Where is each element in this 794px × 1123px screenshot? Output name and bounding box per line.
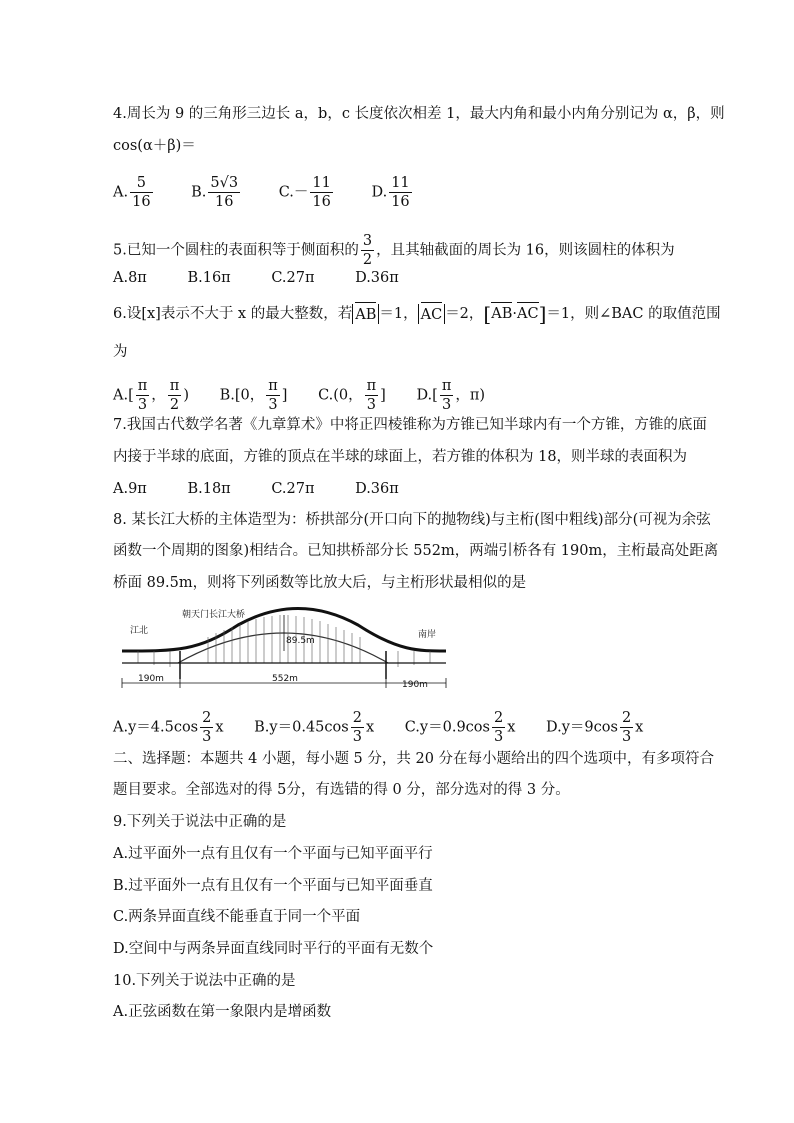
- figure-title: 朝天门长江大桥: [182, 610, 246, 620]
- q6-stem: 6.设[x]表示不大于 x 的最大整数，若 AB ＝1， AC ＝2，[AB·AC]＝1，则∠BAC 的取值范围: [113, 302, 721, 326]
- q8-option-b: B.y＝0.45cos $\frac{2}{3}$ x: [254, 710, 375, 745]
- q6-stem-line2: 为: [113, 344, 128, 360]
- q10-stem: 10.下列关于说法中正确的是: [113, 973, 296, 989]
- left-bank-label: 江北: [130, 626, 149, 636]
- q7-option-d: D.36π: [355, 481, 399, 497]
- q9-option-a: A.过平面外一点有且仅有一个平面与已知平面平行: [113, 846, 433, 862]
- q7-options: [113, 479, 399, 499]
- q4-option-d: D. $\frac{11}{16}$: [371, 175, 410, 210]
- span-right-label: 190m: [402, 680, 428, 690]
- right-bank-label: 南岸: [418, 630, 437, 640]
- q4-stem-line1: 4.周长为 9 的三角形三边长 a，b，c 长度依次相差 1，最大内角和最小内角分别记为 α，β，则: [113, 106, 725, 122]
- q8-option-c: C.y＝0.9cos $\frac{2}{3}$ x: [404, 710, 516, 745]
- q7-option-c: C.27π: [271, 481, 315, 497]
- q5-stem: 5.已知一个圆柱的表面积等于侧面积的 $\frac{3}{2}$ ，且其轴截面的周长为 16，则该圆柱的体积为: [113, 233, 675, 268]
- section2-heading-line1: 二、选择题：本题共 4 小题，每小题 5 分，共 20 分在每小题给出的四个选项中，有多项符合: [113, 751, 715, 767]
- q6-option-a: A.[ $\frac{\pi}{3}$ ， $\frac{\pi}{2}$ ): [113, 378, 189, 413]
- q6-option-d: D.[ $\frac{\pi}{3}$ ，π): [416, 378, 486, 413]
- section2-heading-line2: 题目要求。全部选对的得 5分，有选错的得 0 分，部分选对的得 3 分。: [113, 782, 570, 798]
- q4-option-a: A. $\frac{5}{16}$: [113, 175, 151, 210]
- q4-stem-line2: cos(α＋β)＝: [113, 138, 196, 154]
- arch-parabola: [178, 633, 388, 663]
- q9-option-d: D.空间中与两条异面直线同时平行的平面有无数个: [113, 941, 434, 957]
- q4-option-b: B. $\frac{5√3}{16}$: [191, 175, 239, 210]
- q5-option-d: D.36π: [355, 270, 399, 286]
- q6-options: [113, 377, 485, 414]
- q7-option-b: B.18π: [187, 481, 231, 497]
- q7-stem-line2: 内接于半球的底面，方锥的顶点在半球的球面上，若方锥的体积为 18，则半球的表面积为: [113, 449, 688, 465]
- q9-option-c: C.两条异面直线不能垂直于同一个平面: [113, 909, 361, 925]
- q4-option-c: C.－ $\frac{11}{16}$: [278, 175, 331, 210]
- q5-options: [113, 268, 399, 288]
- q9-option-b: B.过平面外一点有且仅有一个平面与已知平面垂直: [113, 878, 433, 894]
- q8-stem-line3: 桥面 89.5m，则将下列函数等比放大后，与主桁形状最相似的是: [113, 575, 527, 591]
- q8-option-a: A.y＝4.5cos $\frac{2}{3}$ x: [113, 710, 224, 745]
- q5-option-c: C.27π: [271, 270, 315, 286]
- q4-options: [113, 174, 414, 211]
- q10-option-a: A.正弦函数在第一象限内是增函数: [113, 1004, 332, 1020]
- q8-option-d: D.y＝9cos $\frac{2}{3}$ x: [546, 710, 644, 745]
- q8-stem-line2: 函数一个周期的图象)相结合。已知拱桥部分长 552m，两端引桥各有 190m，主桁最高处距离: [113, 543, 719, 559]
- q7-option-a: A.9π: [113, 481, 147, 497]
- q5-option-b: B.16π: [187, 270, 231, 286]
- bridge-figure: [118, 603, 450, 691]
- q6-option-c: C.(0， $\frac{\pi}{3}$ ]: [318, 378, 386, 413]
- height-label: 89.5m: [286, 636, 315, 646]
- q5-option-a: A.8π: [113, 270, 147, 286]
- span-left-label: 190m: [138, 674, 164, 684]
- q6-option-b: B.[0， $\frac{\pi}{3}$ ]: [219, 378, 288, 413]
- q8-options: [113, 709, 643, 746]
- span-mid-label: 552m: [272, 674, 298, 684]
- q7-stem-line1: 7.我国古代数学名著《九章算术》中将正四棱锥称为方锥已知半球内有一个方锥，方锥的底面: [113, 417, 707, 433]
- q8-stem-line1: 8. 某长江大桥的主体造型为：桥拱部分(开口向下的抛物线)与主桁(图中粗线)部分(可视为余弦: [113, 512, 711, 528]
- q9-stem: 9.下列关于说法中正确的是: [113, 814, 287, 830]
